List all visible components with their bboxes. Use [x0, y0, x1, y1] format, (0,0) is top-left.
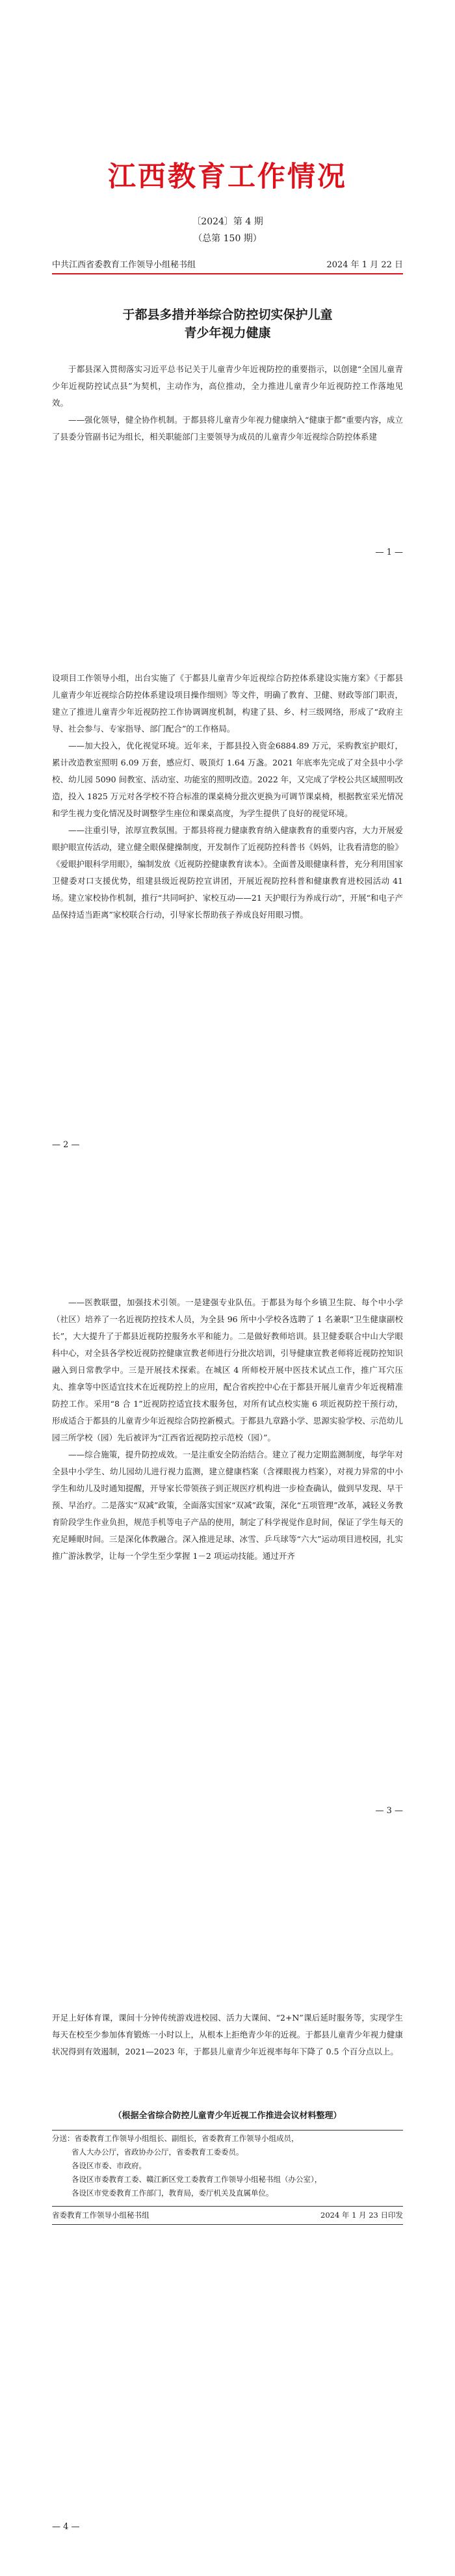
print-date: 2024 年 1 月 23 日印发	[320, 2211, 403, 2220]
distribution-line: 各设区市党委教育工作部门，教育局，委厅机关及直属单位。	[72, 2188, 274, 2198]
source-note: （根据全省综合防控儿童青少年近视工作推进会议材料整理）	[113, 2111, 342, 2121]
article-body-page4	[52, 2010, 403, 2060]
distribution-line: 各设区市委教育工委、赣江新区党工委教育工作领导小组秘书组（办公室），	[72, 2175, 322, 2184]
distribution-divider-top	[52, 2130, 403, 2131]
paragraph: 设项目工作领导小组，出台实施了《于都县儿童青少年近视综合防控体系建设实施方案》《于都县儿童青少年近视综合防控体系建设项目操作细则》等文件，明确了教育、卫健、财政等部门职责，建立了推进儿童青少年近视防控工作协调调度机制，构建了县、乡、村三级网络，形成了“政府主导、社会参与、专家指导、部门配合”的工作格局。	[52, 673, 403, 734]
paragraph: 于都县深入贯彻落实习近平总书记关于儿童青少年近视防控的重要指示，以创建“全国儿童青少年近视防控试点县”为契机，主动作为，高位推动，全力推进儿童青少年近视防控工作落地见效。	[52, 364, 403, 408]
total-issue-number: （总第 150 期）	[193, 233, 262, 244]
print-office: 省委教育工作领导小组秘书组	[52, 2211, 150, 2220]
article-title: 于都县多措并举综合防控切实保护儿童 青少年视力健康	[122, 308, 333, 340]
page-number: — 4 —	[52, 2522, 80, 2532]
print-info	[52, 2210, 403, 2220]
distribution-list	[52, 2132, 403, 2200]
paragraph: ——注重引导，浓厚宣教氛围。于都县将视力健康教育纳入健康教育的重要内容，大力开展爱眼护眼宣传活动，建立健全眼保健操制度，开发制作了近视防控科普书《妈妈，让我看清您的脸》《爱眼护眼科学用眼》，编制发放《近视防控健康教育读本》。全面普及眼健康科普，充分利用国家卫健委对口支援优势，组建县级近视防控宣讲团，开展近视防控科普和健康教育进校园活动 41 场。建立家校协作机制，推行“共同呵护、家校互动——21 天护眼行为养成行动”，开展“和电子产品保持适当距离”家校联合行动，引导家长帮助孩子养成良好用眼习惯。	[52, 825, 403, 920]
publish-date: 2024 年 1 月 22 日	[326, 260, 403, 270]
masthead-title: 江西教育工作情况	[108, 161, 347, 193]
article-body-page3	[52, 1294, 403, 1565]
distribution-line: 省人大办公厅，省政协办公厅，省委教育工委委员。	[72, 2147, 244, 2157]
paragraph: 开足上好体育课，课间十分钟传统游戏进校园、活力大课间、“2+N”课后延时服务等，实现学生每天在校至少参加体育锻炼一小时以上，从根本上拒绝青少年的近视。于都县儿童青少年视力健康状况得到有效遏制，2021—2023 年，于都县儿童青少年近视率每年下降了 0.5 个百分点以上。	[52, 2013, 403, 2056]
document-header	[52, 258, 403, 270]
article-body-page2	[52, 670, 403, 923]
paragraph: ——强化领导，健全协作机制。于都县将儿童青少年视力健康纳入“健康于都”重要内容，成立了县委分管副书记为组长，相关职能部门主要领导为成员的儿童青少年近视综合防控体系建	[52, 415, 403, 442]
paragraph: ——加大投入，优化视觉环境。近年来，于都县投入资金6884.89 万元，采购教室护眼灯，累计改造教室照明 6.09 万套，感应灯、吸顶灯 1.64 万盏。2021 年底率先完成了对全县中小学校、幼儿园 5090 间教室、活动室、功能室的照明改造。2022 年，又完成了学校公共区域照明改造，投入 1825 万元对各学校不符合标准的课桌椅分批次更换为可调节课桌椅，根据教室采光情况和学生视力变化情况及时调整学生座位和课桌高度，为学生提供了良好的视觉环境。	[52, 741, 403, 818]
page-1	[0, 0, 455, 572]
paragraph: ——综合施策，提升防控成效。一是注重安全防治结合。建立了视力定期监测制度，每学年对全县中小学生、幼儿园幼儿进行视力监测，建立健康档案（含裸眼视力档案），对视力异常的中小学生和幼儿及时通知提醒，开导家长带领孩子到正规医疗机构进一步检查确认，做到早发现、早干预、早治疗。二是落实“双减”政策，全面落实国家“双减”政策，深化“五项管理”改革，减轻义务教育阶段学生作业负担，规范手机等电子产品的使用，制定了科学视觉作息时间，保证了学生每天的充足睡眠时间。三是深化体教融合。深入推进足球、冰雪、乒乓球等“六大”运动项目进校园，扎实推广游泳教学，让每一个学生至少掌握 1－2 项运动技能。通过开齐	[52, 1450, 403, 1561]
header-divider	[52, 273, 403, 274]
page-4	[0, 1899, 455, 2576]
paragraph: ——医教联盟，加强技术引领。一是建强专业队伍。于都县为每个乡镇卫生院、每个中小学（社区）培养了一名近视防控技术人员，为全县 96 所中小学校各选聘了 1 名兼职“卫生健康副校长”，大大提升了于都县近视防控服务水平和能力。二是做好教师培训。县卫健委联合中山大学眼科中心，对全县各学校近视防控健康宣教老师进行分批次培训，引导健康宣教老师将近视防控知识融入到日常教学中。三是开展技术探索。在城区 4 所师校开展中医技术试点工作，推广耳穴压丸、推拿等中医适宜技术在近视防控上的应用，配合省疾控中心在于都县开展儿童青少年近视精准防控工作。采用“8 合 1”近视防控适宜技术服务包，对所有试点校实施 6 项近视防控干预行动，形成适合于都县的儿童青少年近视综合防控新模式。于都县九章路小学、思源实验学校、示范幼儿园三所学校（园）先后被评为“江西省近视防控示范校（园）”。	[52, 1297, 403, 1442]
issue-number: 〔2024〕第 4 期	[192, 217, 263, 227]
page-number: — 2 —	[52, 1140, 80, 1150]
page-3	[0, 1223, 455, 1899]
distribution-divider-bottom	[52, 2206, 403, 2207]
publisher: 中共江西省委教育工作领导小组秘书组	[52, 260, 196, 270]
distribution-line: 各设区市委、市政府。	[72, 2161, 146, 2170]
article-body-page1	[52, 361, 403, 445]
page-2	[0, 572, 455, 1223]
distribution-line: 分送：省委教育工作领导小组组长、副组长，省委教育工作领导小组成员，	[52, 2134, 299, 2143]
page-number: — 3 —	[375, 1806, 403, 1816]
page-number: — 1 —	[375, 548, 403, 557]
print-info-divider	[52, 2224, 403, 2225]
